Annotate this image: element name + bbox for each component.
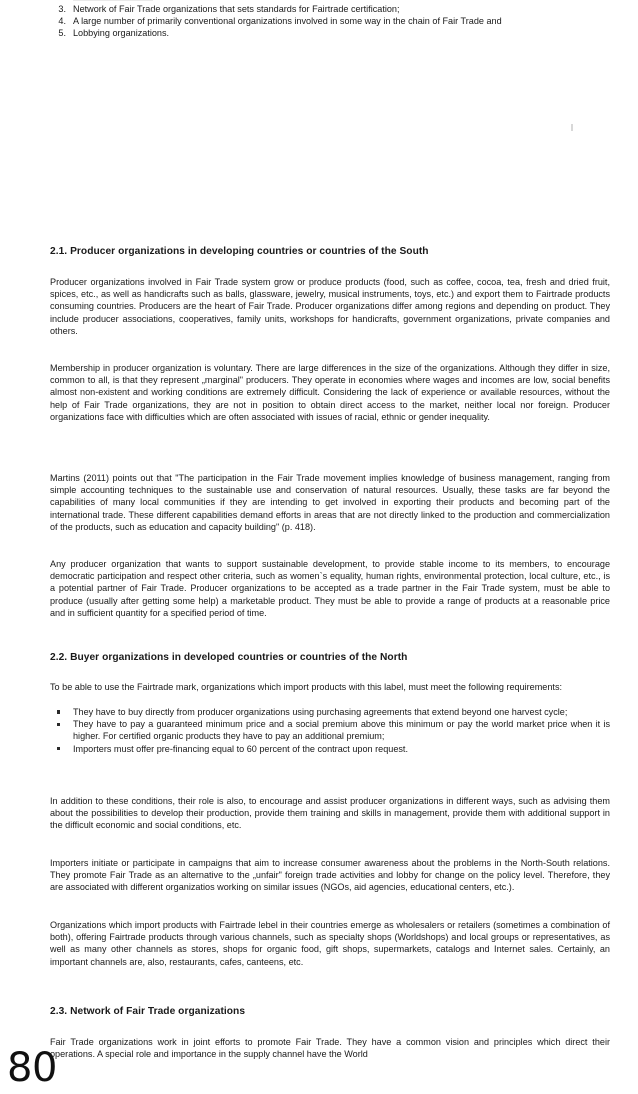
section-2-2-paragraph-2: Importers initiate or participate in campaigns that aim to increase consumer awareness about the problems in the North-South relations. They promote Fair Trade as an alternative to the „unfair" foreign trade activities and lobby for change on the policy level. Therefore, they are associated with different organizatios working on similar issues (NGOs, aid agencies, educational centers, etc.).: [50, 858, 610, 893]
list-item: [50, 718, 610, 742]
list-item: [50, 706, 610, 718]
list-item-text: Importers must offer pre-financing equal to 60 percent of the contract upon request.: [73, 743, 408, 754]
scan-edge-sliver: [73, 0, 153, 1]
section-2-1-paragraph-4: Any producer organization that wants to support sustainable development, to provide stable income to its members, to encourage democratic participation and respect other criteria, such as women`s equality, human rights, environmental protection, local culture, etc., is a potential partner of Fair Trade. Producer organizations to be accepted as a trade partner in the Fair Trade system, must be able to produce (usually after getting some help) a marketable product. They must be able to provide a range of products at a reasonable price and in sufficient quantity for a specified period of time.: [50, 559, 610, 618]
list-item-text: They have to buy directly from producer organizations using purchasing agreements that extend beyond one harvest cycle;: [73, 707, 568, 717]
section-2-1-paragraph-2: Membership in producer organization is voluntary. There are large differences in the size of the organizations. Although they differ in size, common to all, is that they represent „marginal" producers. They operate in economies where wages and incomes are low, social benefits almost non-existent and working conditions are extremely difficult. Considering the lack of experience or available resources, without the help of Fair Trade organizations, they are not in position to obtain direct access to the market, neither local nor foreign. Producer organizations face with difficulties which are often associated with issues of racial, ethnic or gender inequality.: [50, 363, 610, 422]
list-item: [50, 27, 610, 39]
section-2-3-paragraph-1: Fair Trade organizations work in joint efforts to promote Fair Trade. They have a common vision and principles which direct their operations. A special role and importance in the supply channel have the World: [50, 1037, 610, 1060]
section-heading-2-2: 2.2. Buyer organizations in developed countries or countries of the North: [50, 652, 408, 663]
section-2-2-requirements-list: [50, 706, 610, 755]
section-2-2-paragraph-3: Organizations which import products with Fairtrade lebel in their countries emerge as wholesalers or retailers (sometimes a combination of both), offering Fairtrade products through various channels, such as specialty shops (Worldshops) and local groups or representatives, as well as many other channels as stores, shops for organic food, gift shops, supermarkets, catalogs and Internet sales. Certainly, an important channels are, also, restaurants, cafes, canteens, etc.: [50, 920, 610, 967]
page-number: 80: [7, 1045, 57, 1091]
section-2-1-paragraph-3: Martins (2011) points out that "The participation in the Fair Trade movement implies knowledge of business management, ranging from simple accounting techniques to the sustainable use and conservation of natural resources. Usually, these tasks are far beyond the capabilities of many local communities if they are intending to get involved in exporting their products and becoming part of the international trade. These different capabilities demand efforts in areas that are not directly linked to the production and commercialization of the products, such as education and capacity building" (p. 418).: [50, 473, 610, 532]
square-bullet-icon: [57, 710, 60, 713]
list-marker: 4.: [58, 16, 66, 27]
scan-artifact-mark: [571, 124, 573, 131]
list-item: [50, 743, 610, 755]
list-item-text: They have to pay a guaranteed minimum price and a social premium above this minimum or pay the world market price when it is higher. For certified organic products they have to pay an additional premium;: [73, 719, 610, 742]
section-2-1-paragraph-1: Producer organizations involved in Fair Trade system grow or produce products (food, such as coffee, cocoa, tea, fresh and dried fruit, spices, etc., as well as handicrafts such as balls, glassware, jewelry, musical instruments, toys, etc.) and export them to Fairtrade products consuming countries. Producers are the heart of Fair Trade. Producer organizations differ among regions and depending on product. They include producer associations, cooperatives, family units, workshops for handicrafts, government organizations, private companies and others.: [50, 277, 610, 336]
square-bullet-icon: [57, 747, 60, 750]
continued-numbered-list: [50, 3, 610, 40]
list-marker: 5.: [58, 28, 66, 39]
list-item: [50, 3, 610, 15]
section-heading-2-3: 2.3. Network of Fair Trade organizations: [50, 1006, 246, 1017]
section-2-2-paragraph-1: In addition to these conditions, their role is also, to encourage and assist producer organizations in different ways, such as advising them about the possibilities to develop their production, provide them training and skills in management, provide them with additional support in the difficult economic and social conditions, etc.: [50, 796, 610, 831]
square-bullet-icon: [57, 723, 60, 726]
list-marker: 3.: [58, 4, 66, 14]
list-item-text: Lobbying organizations.: [73, 28, 170, 39]
list-item-text: Network of Fair Trade organizations that sets standards for Fairtrade certification;: [73, 4, 400, 14]
list-item-text: A large number of primarily conventional organizations involved in some way in the chain of Fair Trade and: [73, 16, 502, 27]
section-heading-2-1: 2.1. Producer organizations in developing countries or countries of the South: [50, 246, 429, 257]
section-2-2-intro: To be able to use the Fairtrade mark, organizations which import products with this label, must meet the following requirements:: [50, 682, 563, 692]
list-item: [50, 15, 610, 27]
